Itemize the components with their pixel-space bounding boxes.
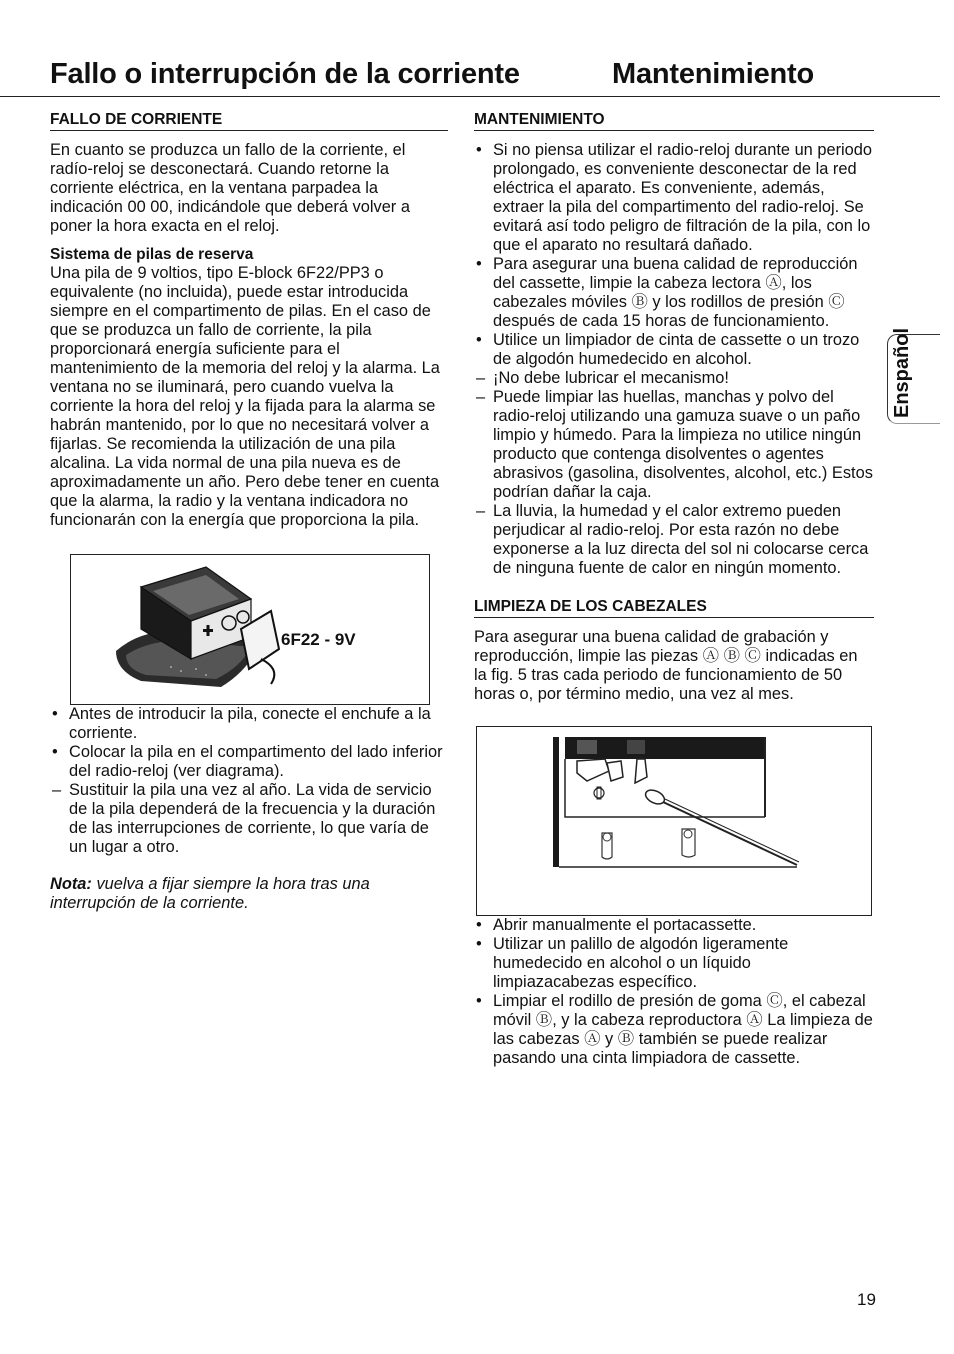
battery-instructions-list bbox=[50, 705, 448, 857]
page-title-left: Fallo o interrupción de la corriente bbox=[50, 58, 520, 90]
note-label: Nota: bbox=[50, 875, 92, 893]
list-item: – Puede limpiar las huellas, manchas y polvo del radio-reloj utilizando una gamuza suave o un paño limpio y húmedo. Para la limpieza no utilice ningún producto que contenga disolventes o agentes abrasivos (gasolina, disolventes, alcohol, etc.) Estos podrían dañar la caja. bbox=[476, 388, 873, 501]
title-divider bbox=[0, 96, 940, 97]
section-heading-head-cleaning: LIMPIEZA DE LOS CABEZALES bbox=[474, 598, 874, 618]
list-item: • Limpiar el rodillo de presión de goma Ⓒ, el cabezal móvil Ⓑ, y la cabeza reproductora Ⓐ La limpieza de las cabezas Ⓐ y Ⓑ también se puede realizar pasando una cinta limpiadora de cassette. bbox=[476, 992, 873, 1067]
list-item: – La lluvia, la humedad y el calor extremo pueden perjudicar al radio-reloj. Por esta razón no debe exponerse a la luz directa del sol ni colocarse cerca de ninguna fuente de calor en ningún momento. bbox=[476, 502, 869, 577]
cassette-head-figure bbox=[476, 726, 872, 916]
battery-figure bbox=[70, 554, 430, 705]
list-item: • Utilizar un palillo de algodón ligeramente humedecido en alcohol o un líquido limpiazacabezas específico. bbox=[476, 935, 789, 991]
left-column bbox=[50, 111, 448, 913]
head-cleaning-intro: Para asegurar una buena calidad de grabación y reproducción, limpie las piezas Ⓐ Ⓑ Ⓒ indicadas en la fig. 5 tras cada periodo de funcionamiento de 50 horas o, por término medio, una vez al mes. bbox=[474, 628, 858, 703]
list-item: • Abrir manualmente el portacassette. bbox=[476, 916, 757, 934]
list-item: – ¡No debe lubricar el mecanismo! bbox=[476, 369, 729, 387]
power-failure-intro: En cuanto se produzca un fallo de la corriente, el radío-reloj se desconectará. Cuando retorne la corriente eléctrica, en la ventana parpadea la indicación 00 00, indicándole que deberá volver a poner la hora exacta en el reloj. bbox=[50, 141, 410, 235]
battery-compartment-illustration bbox=[111, 559, 311, 699]
cassette-head-illustration bbox=[547, 737, 807, 907]
list-item: • Si no piensa utilizar el radio-reloj durante un periodo prolongado, es conveniente desconectar de la red eléctrica el aparato. Es conveniente, además, extraer la pila del compartimento del radio-reloj. Se evitará así todo peligro de filtración de la pila, con lo que el aparato no resultará dañado. bbox=[476, 141, 873, 254]
battery-type-label: 6F22 - 9V bbox=[281, 630, 356, 649]
backup-battery-subheading: Sistema de pilas de reserva bbox=[50, 246, 254, 263]
language-side-tab bbox=[887, 327, 943, 425]
maintenance-list bbox=[474, 141, 874, 578]
list-item: – Sustituir la pila una vez al año. La vida de servicio de la pila dependerá de la frecuencia y la duración de las interrupciones de corriente, lo que varía de un lugar a otro. bbox=[52, 781, 436, 856]
note bbox=[50, 875, 448, 913]
list-item: • Colocar la pila en el compartimento del lado inferior del radio-reloj (ver diagrama). bbox=[52, 743, 443, 780]
head-cleaning-list bbox=[474, 916, 874, 1068]
list-item: • Antes de introducir la pila, conecte el enchufe a la corriente. bbox=[52, 705, 431, 742]
list-item: • Para asegurar una buena calidad de reproducción del cassette, limpie la cabeza lectora Ⓐ, los cabezales móviles Ⓑ y los rodillos de presión Ⓒ después de cada 15 horas de funcionamiento. bbox=[476, 255, 858, 330]
page-title-right: Mantenimiento bbox=[612, 58, 815, 90]
right-column bbox=[474, 111, 874, 1068]
language-tab-label: Enspañol bbox=[891, 327, 913, 418]
page-number: 19 bbox=[857, 1290, 876, 1309]
backup-battery-text: Una pila de 9 voltios, tipo E-block 6F22/PP3 o equivalente (no incluida), puede estar introducida siempre en el compartimento de pilas. En el caso de que se produzca un fallo de corriente, la pila proporcionará energía suficiente para el mantenimiento de la memoria del reloj y la alarma. La ventana no se iluminará, pero cuando vuelva la corriente la hora del reloj y la fijada para la alarma se habrán mantenido, por lo que no necesitará volver a fijarlas. Se recomienda la utilización de una pila alcalina. La vida normal de una pila nueva es de aproximadamente un año. Pero debe tener en cuenta que la alarma, la radio y la ventana indicadora no funcionarán con la energía que proporciona la pila. bbox=[50, 264, 440, 529]
note-text: vuelva a fijar siempre la hora tras una interrupción de la corriente. bbox=[50, 875, 370, 912]
section-heading-power-failure: FALLO DE CORRIENTE bbox=[50, 111, 448, 131]
list-item: • Utilice un limpiador de cinta de cassette o un trozo de algodón humedecido en alcohol. bbox=[476, 331, 860, 368]
section-heading-maintenance: MANTENIMIENTO bbox=[474, 111, 874, 131]
